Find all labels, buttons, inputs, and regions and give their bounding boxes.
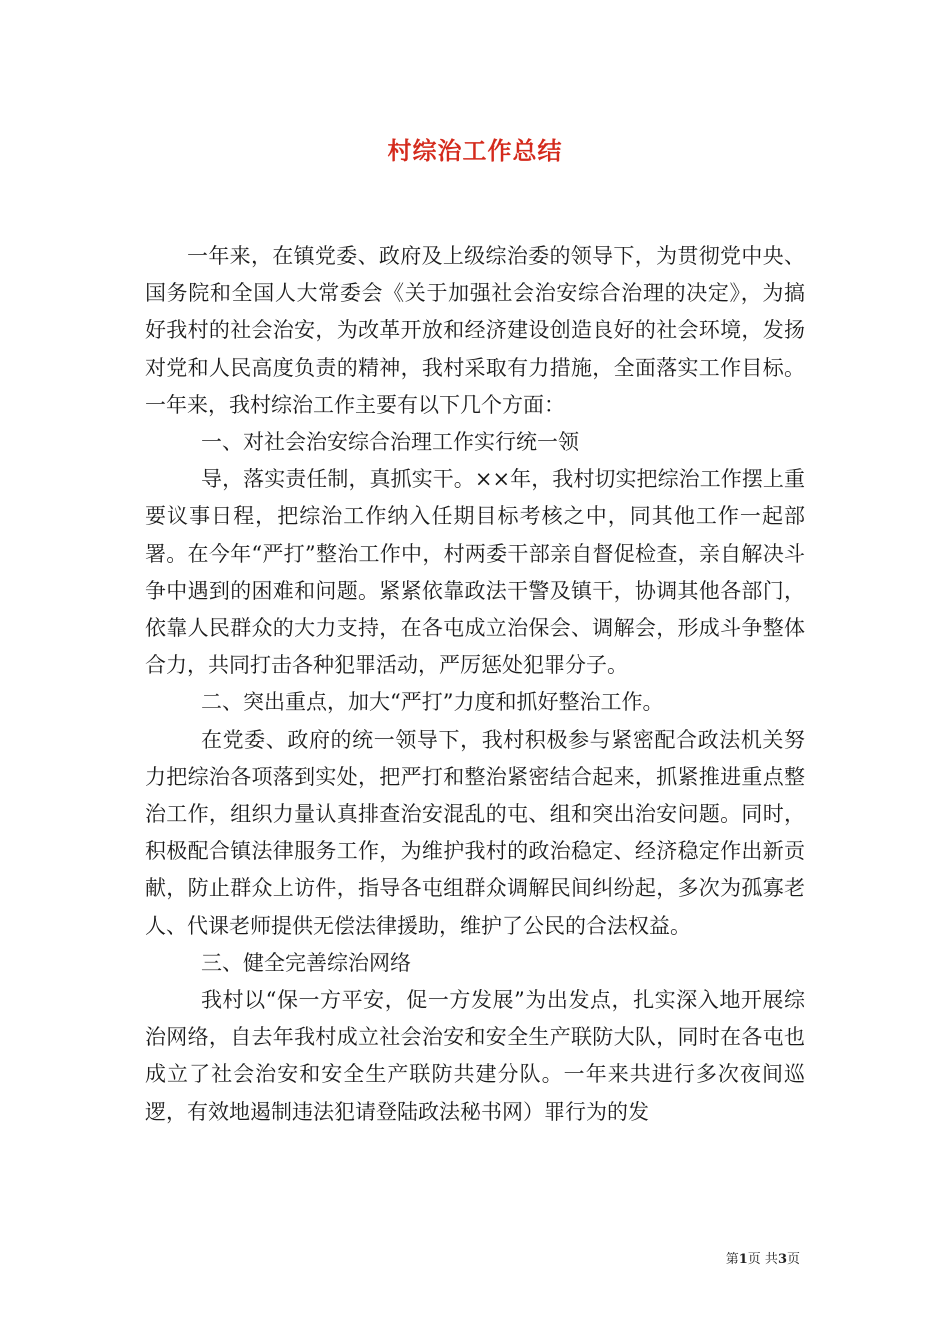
footer-suffix: 页 bbox=[786, 1252, 800, 1267]
footer-middle: 页 共 bbox=[747, 1252, 778, 1267]
document-body bbox=[145, 238, 805, 1131]
paragraph-section-2: 在党委、政府的统一领导下，我村积极参与紧密配合政法机关努力把综治各项落到实处，把严打和整治紧密结合起来，抓紧推进重点整治工作，组织力量认真排查治安混乱的屯、组和突出治安问题。同时，积极配合镇法律服务工作，为维护我村的政治稳定、经济稳定作出新贡献，防止群众上访件，指导各屯组群众调解民间纠纷起，多次为孤寡老人、代课老师提供无偿法律援助，维护了公民的合法权益。 bbox=[145, 727, 805, 938]
section-heading-1: 一、对社会治安综合治理工作实行统一领 bbox=[201, 430, 579, 455]
paragraph-section-3: 我村以“保一方平安，促一方发展”为出发点，扎实深入地开展综治网络，自去年我村成立社会治安和安全生产联防大队，同时在各屯也成立了社会治安和安全生产联防共建分队。一年来共进行多次夜间巡逻，有效地遏制违法犯请登陆政法秘书网）罪行为的发 bbox=[145, 988, 805, 1124]
paragraph-intro: 一年来，在镇党委、政府及上级综治委的领导下，为贯彻党中央、国务院和全国人大常委会《关于加强社会治安综合治理的决定》，为搞好我村的社会治安，为改革开放和经济建设创造良好的社会环境，发扬对党和人民高度负责的精神，我村采取有力措施，全面落实工作目标。一年来，我村综治工作主要有以下几个方面： bbox=[145, 244, 805, 417]
footer-total-pages: 3 bbox=[777, 1252, 787, 1267]
footer-prefix: 第 bbox=[725, 1252, 739, 1267]
section-heading-2: 二、突出重点，加大“严打”力度和抓好整治工作。 bbox=[201, 690, 664, 715]
page-number-footer bbox=[726, 1248, 800, 1267]
document-title: 村综治工作总结 bbox=[387, 136, 563, 165]
section-heading-3: 三、健全完善综治网络 bbox=[201, 950, 411, 975]
paragraph-section-1: 导，落实责任制，真抓实干。××年，我村切实把综治工作摆上重要议事日程，把综治工作纳入任期目标考核之中，同其他工作一起部署。在今年“严打”整治工作中，村两委干部亲自督促检查，亲自解决斗争中遇到的困难和问题。紧紧依靠政法干警及镇干，协调其他各部门，依靠人民群众的大力支持，在各屯成立治保会、调解会，形成斗争整体合力，共同打击各种犯罪活动，严厉惩处犯罪分子。 bbox=[145, 467, 805, 678]
footer-current-page: 1 bbox=[738, 1252, 748, 1267]
